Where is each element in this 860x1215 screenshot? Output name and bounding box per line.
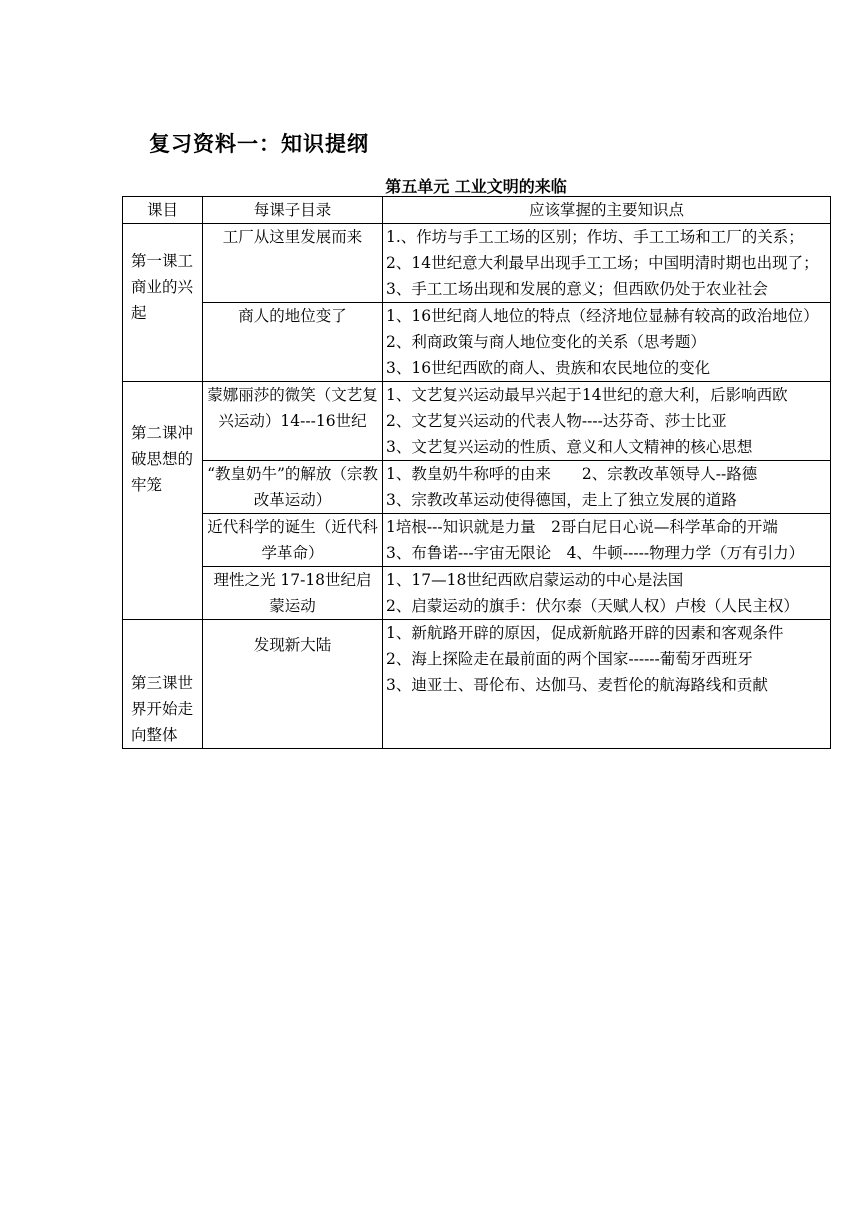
- key-point: 2、利商政策与商人地位变化的关系（思考题）: [386, 333, 706, 351]
- subsection-cell: [203, 567, 383, 620]
- key-point: 1、新航路开辟的原因，促成新航路开辟的因素和客观条件: [386, 624, 784, 642]
- key-point: 2、启蒙运动的旗手：伏尔泰（天赋人权）卢梭（人民主权）: [386, 597, 799, 615]
- subsection-title: 蒙娜丽莎的微笑（文艺复兴运动）14---16世纪: [207, 386, 378, 430]
- key-point: 1、17—18世纪西欧启蒙运动的中心是法国: [386, 571, 684, 589]
- lesson-cell: [123, 620, 203, 749]
- lesson-name: 第一课工商业的兴起: [131, 252, 194, 322]
- subsection-title: 商人的地位变了: [238, 307, 347, 325]
- key-points-cell: [383, 303, 831, 382]
- table-row: [123, 567, 831, 620]
- table-header-row: [123, 197, 831, 224]
- key-point: 1培根---知识就是力量 2哥白尼日心说—科学革命的开端: [386, 518, 778, 536]
- key-point: 3、布鲁诺---宇宙无限论 4、牛顿-----物理力学（万有引力）: [386, 544, 805, 562]
- subsection-title: 发现新大陆: [253, 636, 332, 654]
- table-row: [123, 382, 831, 461]
- lesson-cell: [123, 224, 203, 382]
- subsection-title: 理性之光 17-18世纪启蒙运动: [213, 571, 372, 615]
- lesson-name: 第二课冲破思想的牢笼: [131, 424, 194, 494]
- table-row: [123, 461, 831, 514]
- key-points-cell: [383, 461, 831, 514]
- key-points-cell: [383, 514, 831, 567]
- page-heading: 复习资料一：知识提纲: [149, 132, 369, 156]
- key-point: 3、迪亚士、哥伦布、达伽马、麦哲伦的航海路线和贡献: [386, 676, 768, 694]
- key-point: 3、16世纪西欧的商人、贵族和农民地位的变化: [386, 359, 711, 377]
- table-row: [123, 620, 831, 749]
- lesson-name: 第三课世界开始走向整体: [131, 674, 194, 744]
- key-point: 2、14世纪意大利最早出现手工工场；中国明清时期也出现了；: [386, 254, 819, 272]
- subsection-cell: [203, 461, 383, 514]
- header-lesson: 课目: [123, 197, 203, 224]
- subsection-title: 工厂从这里发展而来: [222, 228, 363, 246]
- key-points-cell: [383, 382, 831, 461]
- table-row: [123, 303, 831, 382]
- subsection-cell: [203, 620, 383, 749]
- knowledge-outline-table: [122, 196, 831, 749]
- subsection-title: 近代科学的诞生（近代科学革命）: [207, 518, 378, 562]
- key-point: 2、海上探险走在最前面的两个国家------葡萄牙西班牙: [386, 650, 753, 668]
- key-point: 2、文艺复兴运动的代表人物----达芬奇、莎士比亚: [386, 412, 727, 430]
- subsection-cell: [203, 382, 383, 461]
- subsection-title: “教皇奶牛”的解放（宗教改革运动）: [207, 465, 378, 509]
- subsection-cell: [203, 224, 383, 303]
- key-points-cell: [383, 620, 831, 749]
- table-row: [123, 224, 831, 303]
- key-point: 3、文艺复兴运动的性质、意义和人文精神的核心思想: [386, 438, 753, 456]
- key-point: 1、16世纪商人地位的特点（经济地位显赫有较高的政治地位）: [386, 307, 819, 325]
- key-points-cell: [383, 224, 831, 303]
- unit-title: 第五单元 工业文明的来临: [385, 177, 567, 196]
- table-row: [123, 514, 831, 567]
- header-key-points: 应该掌握的主要知识点: [383, 197, 831, 224]
- subsection-cell: [203, 514, 383, 567]
- key-points-cell: [383, 567, 831, 620]
- header-subsection: 每课子目录: [203, 197, 383, 224]
- key-point: 1、文艺复兴运动最早兴起于14世纪的意大利，后影响西欧: [386, 386, 788, 404]
- lesson-cell: [123, 382, 203, 620]
- key-point: 3、宗教改革运动使得德国，走上了独立发展的道路: [386, 491, 737, 509]
- key-point: 3、手工工场出现和发展的意义；但西欧仍处于农业社会: [386, 280, 768, 298]
- key-point: 1.、作坊与手工工场的区别；作坊、手工工场和工厂的关系；: [386, 228, 804, 246]
- subsection-cell: [203, 303, 383, 382]
- key-point: 1、教皇奶牛称呼的由来 2、宗教改革领导人--路德: [386, 465, 758, 483]
